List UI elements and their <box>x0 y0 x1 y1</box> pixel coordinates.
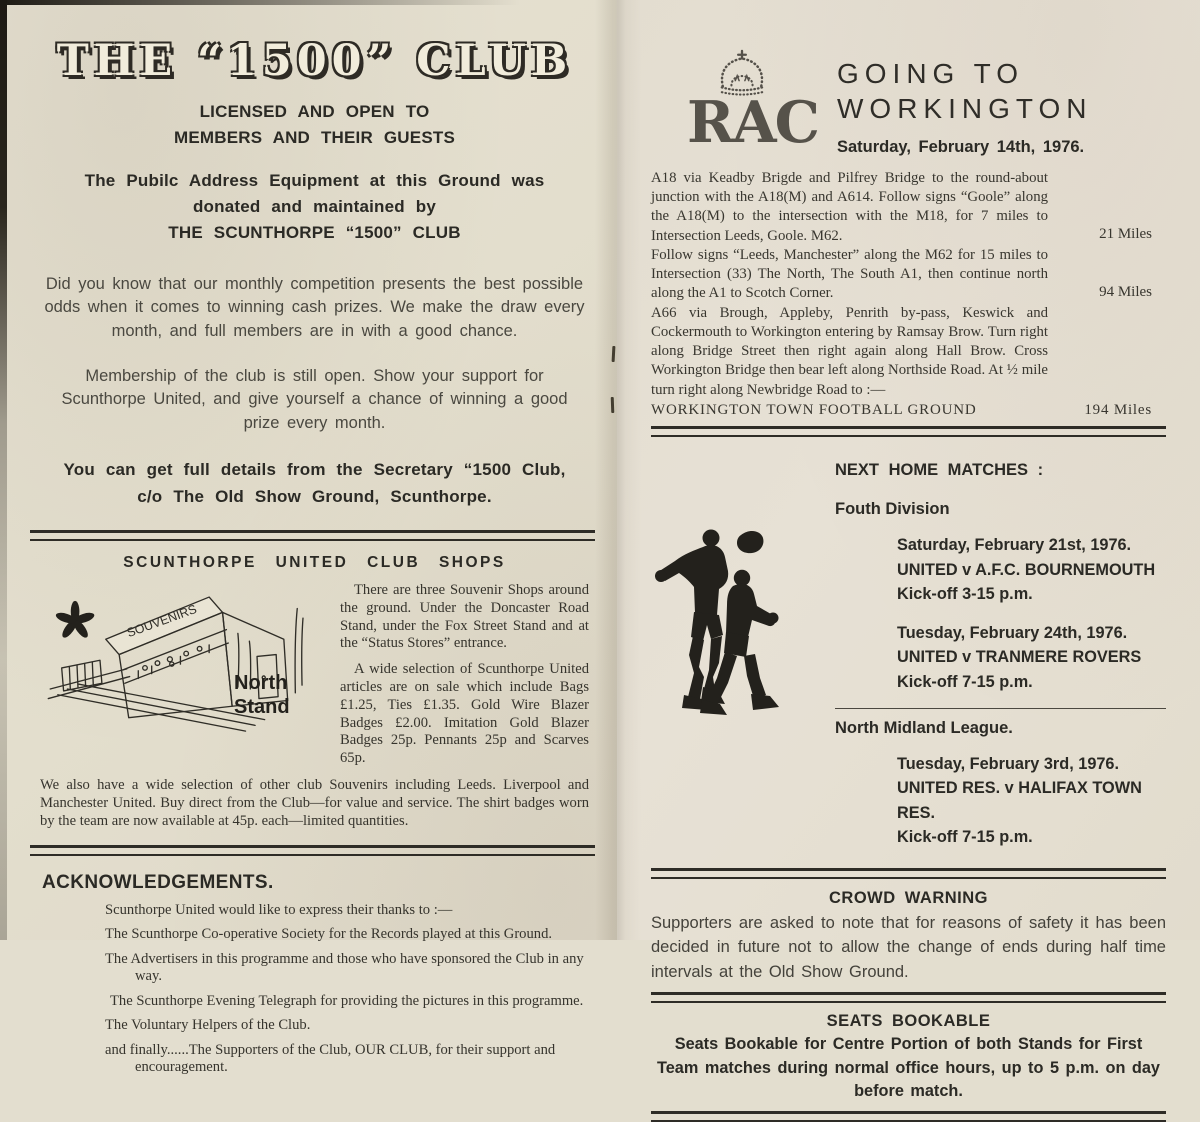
directions-text: A18 via Keadby Brigde and Pilfrey Bridge to the round-about junction with the A18(M) and A614. Follow signs “Goole” along the A18(M) to the intersection with the M18, for 7 miles to Intersection Leeds, Goole. M62. <box>651 170 1048 244</box>
directions-text: Follow signs “Leeds, Manchester” along the M62 for 15 miles to Intersection (33) The North, The South A1, then continue north along the A1 to Scotch Corner. <box>651 246 1048 302</box>
stand-label-line: Stand <box>234 695 290 718</box>
shop-description <box>340 576 589 776</box>
right-page-header <box>651 48 1166 157</box>
divider-rule <box>30 845 595 856</box>
asterisk-icon <box>55 601 96 640</box>
seats-bookable-heading: SEATS BOOKABLE <box>826 1011 991 1030</box>
match-entry <box>897 621 1166 694</box>
left-page <box>0 0 617 1076</box>
acknowledgements-heading: ACKNOWLEDGEMENTS. <box>42 871 274 893</box>
details-line: c/o The Old Show Ground, Scunthorpe. <box>137 486 492 506</box>
competition-paragraph: Did you know that our monthly competition presents the best possible odds when it comes to winning cash prizes. We make the draw every month, and full members are in with a good chance. <box>44 274 585 340</box>
match-fixture: UNITED RES. v HALIFAX TOWN RES. <box>897 779 1142 822</box>
match-date: Saturday, February 14th, 1976. <box>837 138 1085 156</box>
shop-paragraph: There are three Souvenir Shops around the ground. Under the Doncaster Road Stand, under the Fox Street Stand and at the “Status Stores” entrance. <box>340 581 589 652</box>
match-fixture: UNITED v A.F.C. BOURNEMOUTH <box>897 560 1156 579</box>
page-fold <box>595 0 641 940</box>
divider-rule <box>651 868 1166 879</box>
directions-section <box>651 169 1166 420</box>
directions-step <box>651 169 1166 246</box>
match-kickoff: Kick-off 7-15 p.m. <box>897 672 1033 691</box>
next-matches-section <box>651 461 1166 849</box>
divider-rule <box>651 992 1166 1003</box>
match-kickoff: Kick-off 7-15 p.m. <box>897 828 1033 847</box>
pa-line: The Pubilc Address Equipment at this Ground was <box>84 170 545 190</box>
pa-equipment-note <box>40 168 589 247</box>
divider-rule <box>651 1111 1166 1122</box>
club-shops-section <box>40 576 589 776</box>
crowd-warning-heading: CROWD WARNING <box>829 888 988 907</box>
souvenirs-full-paragraph: We also have a wide selection of other club Souvenirs including Leeds. Liverpool and Manchester United. Buy direct from the Club—for value and service. The shirt badges worn by the team are now available at 45p. each—limited quantities. <box>40 776 589 830</box>
rac-logo <box>687 48 818 156</box>
destination-row <box>651 401 1166 421</box>
acknowledgement-item: The Advertisers in this programme and those who have sponsored the Club in any way. <box>105 950 584 985</box>
staple <box>611 397 615 413</box>
match-date: Tuesday, February 3rd, 1976. <box>897 754 1120 773</box>
pa-line: donated and maintained by <box>192 197 437 217</box>
shop-illustration <box>40 576 340 734</box>
shop-paragraph: A wide selection of Scunthorpe United articles are on sale which include Bags £1.25, Ties £1.35. Gold Wire Blazer Badges £2.00. Imitation Gold Blazer Badges 25p. Pennants 25p and Scarves 65p. <box>340 661 589 767</box>
destination-name: WORKINGTON TOWN FOOTBALL GROUND <box>651 401 977 418</box>
mileage-value: 21 Miles <box>1099 226 1152 243</box>
licensed-subtitle <box>40 99 589 152</box>
secretary-details <box>40 457 589 510</box>
match-entry <box>897 533 1166 606</box>
acknowledgement-item: The Scunthorpe Co-operative Society for the Records played at this Ground. <box>105 926 553 943</box>
acknowledgement-item: The Scunthorpe Evening Telegraph for providing the pictures in this programme. <box>110 992 584 1009</box>
destination-miles: 194 Miles <box>1084 401 1152 418</box>
acknowledgements-list <box>40 902 589 1077</box>
acknowledgement-item: Scunthorpe United would like to express their thanks to :— <box>105 901 453 918</box>
rac-logo-text: RAC <box>687 89 818 156</box>
divider-rule <box>30 530 595 541</box>
thin-divider-rule <box>835 708 1166 709</box>
divider-rule <box>651 426 1166 437</box>
footballers-illustration <box>653 525 783 725</box>
directions-step <box>651 304 1166 400</box>
going-to-heading <box>837 48 1092 157</box>
souvenirs-sign-text: SOUVENIRS <box>124 601 199 641</box>
north-stand-label <box>234 672 290 719</box>
scan-edge-left <box>0 0 7 940</box>
match-kickoff: Kick-off 3-15 p.m. <box>897 585 1033 604</box>
details-line: You can get full details from the Secretary “1500 Club, <box>63 460 566 480</box>
mileage-value: 94 Miles <box>1099 284 1152 301</box>
acknowledgement-item: The Voluntary Helpers of the Club. <box>105 1017 311 1034</box>
stand-label-line: North <box>234 671 288 694</box>
subtitle-line: LICENSED AND OPEN TO <box>199 102 430 121</box>
scan-edge-top <box>0 0 520 5</box>
division-heading: Fouth Division <box>835 500 950 519</box>
heading-line: WORKINGTON <box>837 93 1093 124</box>
page-title: THE “1500” CLUB <box>56 36 573 86</box>
souvenir-shop-drawing <box>40 576 340 734</box>
directions-text: A66 via Brough, Appleby, Penrith by-pass, Keswick and Cockermouth to Workington entering by Ramsay Brow. Turn right along Bridge Street then right again along Hall Brow. Cross Workington Bridge then bear left along Northside Road. At ½ mile turn right along Newbridge Road to :— <box>651 304 1048 398</box>
heading-line: GOING TO <box>837 58 1024 89</box>
pa-line: THE SCUNTHORPE “1500” CLUB <box>168 223 461 243</box>
club-shops-heading: SCUNTHORPE UNITED CLUB SHOPS <box>123 553 506 571</box>
match-fixture: UNITED v TRANMERE ROVERS <box>897 648 1142 667</box>
match-date: Saturday, February 21st, 1976. <box>897 536 1132 555</box>
division-heading: North Midland League. <box>835 718 1013 737</box>
directions-step <box>651 246 1166 304</box>
match-date: Tuesday, February 24th, 1976. <box>897 623 1128 642</box>
right-page <box>617 0 1200 1101</box>
crowd-warning-text: Supporters are asked to note that for reasons of safety it has been decided in future not to allow the change of ends during half time intervals at the Old Show Ground. <box>651 913 1166 981</box>
acknowledgement-item: and finally......The Supporters of the Club, OUR CLUB, for their support and encouragement. <box>105 1041 556 1076</box>
next-home-matches-heading: NEXT HOME MATCHES : <box>835 461 1044 480</box>
membership-paragraph: Membership of the club is still open. Show your support for Scunthorpe United, and give yourself a chance of winning a good prize every month. <box>61 366 568 432</box>
match-entry <box>897 752 1166 850</box>
subtitle-line: MEMBERS AND THEIR GUESTS <box>174 128 455 148</box>
seats-bookable-text: Seats Bookable for Centre Portion of both Stands for First Team matches during normal office hours, up to 5 p.m. on day before match. <box>657 1034 1160 1101</box>
